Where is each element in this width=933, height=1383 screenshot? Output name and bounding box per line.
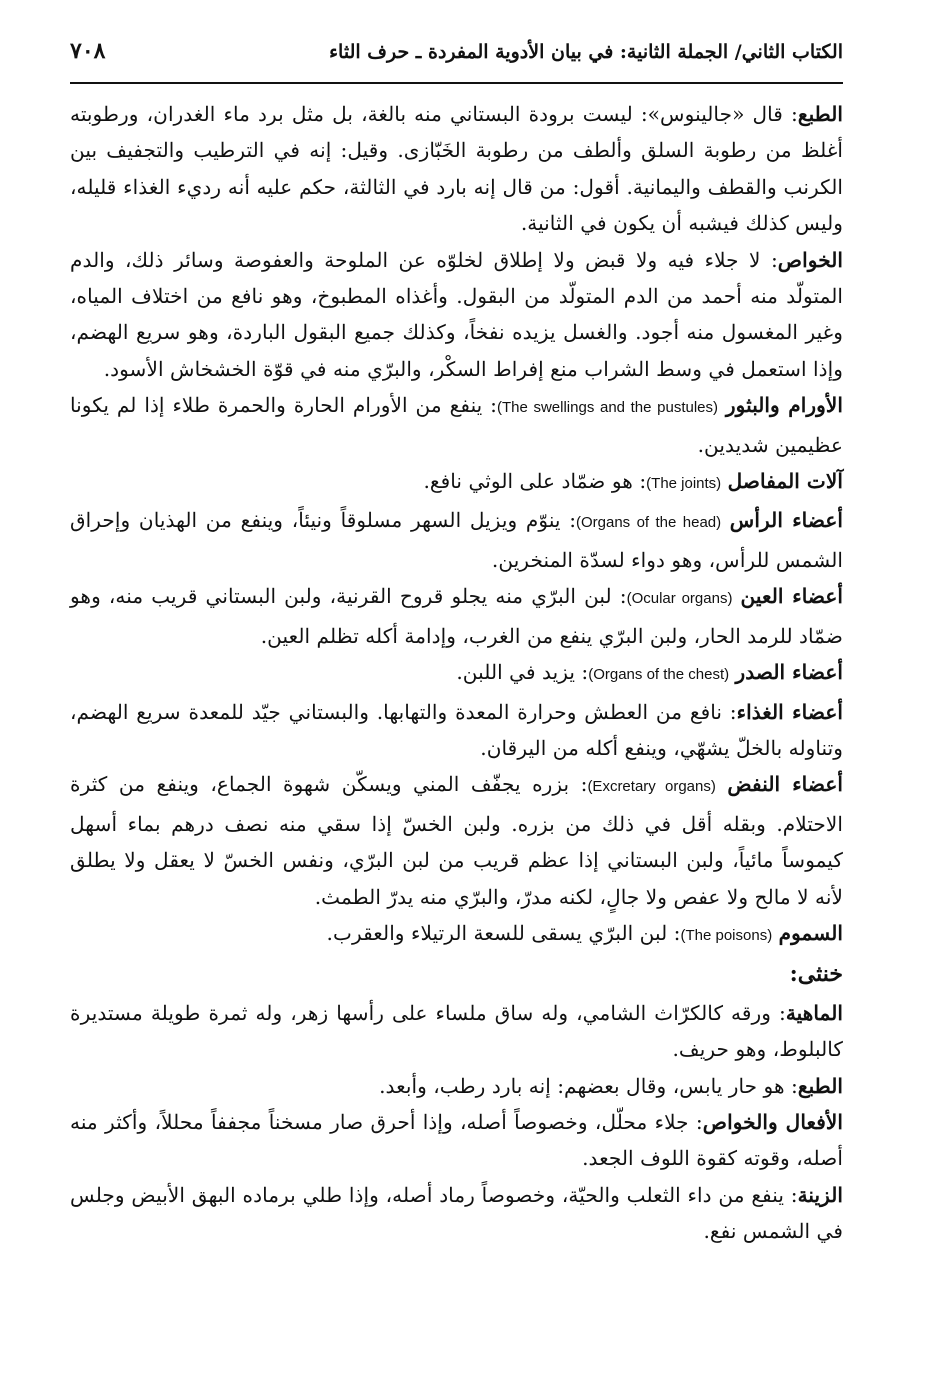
- entry-english-gloss: (The poisons): [680, 926, 773, 944]
- entry-paragraph: [70, 915, 843, 954]
- entry-text: : ورقه كالكرّاث الشامي، وله ساق ملساء على رأسها زهر، وله ثمرة طويلة مستديرة كالبلوط، وهو حريف.: [70, 1000, 843, 1062]
- entry-term: الخواص: [777, 247, 843, 272]
- entry-term: الطبع: [797, 102, 843, 126]
- entry-paragraph: [70, 766, 843, 915]
- entries-list: [70, 96, 843, 954]
- entry-term: آلات المفاصل: [727, 469, 843, 494]
- entry-paragraph: [70, 502, 843, 578]
- entry-text: : هو ضمّاد على الوثي نافع.: [423, 469, 647, 494]
- entry-text: : ينفع من الأورام الحارة والحمرة طلاء إذا لم يكونا عظيمين شديدين.: [70, 393, 843, 457]
- entry-text: : لا جلاء فيه ولا قبض ولا إطلاق لخلوّه عن الملوحة والعفوصة وسائر ذلك، والدم المتولّد منه أحمد من الدم المتولّد من البقول. وأغذاه المطبوخ، وهو نافع من اختلاف المياه، وغير المغسول منه أجود. والغسل يزيده نفخاً، وكذلك جميع البقول الباردة، وهو سريع الهضم، وإذا استعمل في وسط الشراب منع إفراط السكْر، والبرّي منه في قوّة الخشخاش الأسود.: [70, 247, 843, 381]
- entry-text: : ينفع من داء الثعلب والحيّة، وخصوصاً رماد أصله، وإذا طلي برماده البهق الأبيض وجلس في الشمس نفع.: [70, 1182, 843, 1244]
- page-content: [70, 96, 843, 1250]
- entry-text: : قال «جالينوس»: ليست برودة البستاني منه بالغة، بل مثل برد ماء الغدران، ورطوبته أغلظ من رطوبة السلق وألطف من رطوبة الخَبّازى. وقيل: إنه في الترطيب والتجفيف بين الكرنب والقطف واليمانية. أقول: من قال إنه بارد في الثالثة، حكم عليه أنه رديء الغذاء قليله، وليس كذلك فيشبه أن يكون في الثانية.: [70, 102, 843, 236]
- entry-english-gloss: (The joints): [646, 475, 722, 493]
- entry-paragraph: [70, 578, 843, 654]
- entry-text: : ينوّم ويزيل السهر مسلوقاً ونيئاً، وينفع من الهذيان وإحراق الشمس للرأس، وهو دواء لسدّة المنخرين.: [70, 508, 843, 572]
- entry-paragraph: [70, 654, 843, 693]
- entry-english-gloss: (The swellings and the pustules): [496, 399, 719, 417]
- entry-english-gloss: (Organs of the chest): [588, 666, 730, 684]
- entry-text: : نافع من العطش وحرارة المعدة والتهابها. والبستاني جيّد للمعدة سريع الهضم، وتناوله بالخلّ يشهّي، وينفع أكله من اليرقان.: [70, 699, 843, 760]
- section-heading: خنثى:: [789, 961, 843, 988]
- entry-term: الأفعال والخواص: [702, 1109, 843, 1134]
- entry-term: الطبع: [797, 1073, 843, 1098]
- entry-term: أعضاء الرأس: [729, 508, 843, 533]
- entry-text: : لبن البرّي منه يجلو قروح القرنية، ولبن البستاني قريب منه، وهو ضمّاد للرمد الحار، ولبن البرّي ينفع من الغرب، وإدامة أكله تظلم العين.: [70, 584, 843, 648]
- entry-text: : يزيد في اللبن.: [456, 660, 589, 685]
- entry-paragraph: [70, 96, 843, 242]
- running-title: الكتاب الثاني/ الجملة الثانية: في بيان الأدوية المفردة ـ حرف الثاء: [329, 41, 843, 63]
- entry-text: : هو حار يابس، وقال بعضهم: إنه بارد رطب، وأبعد.: [379, 1073, 798, 1098]
- entry-english-gloss: (Excretary organs): [587, 778, 716, 796]
- entry-text: : لبن البرّي يسقى للسعة الرتيلاء والعقرب.: [326, 920, 681, 945]
- entry-term: أعضاء الصدر: [735, 660, 843, 685]
- entry-paragraph: [70, 1068, 843, 1104]
- entry-term: السموم: [778, 920, 843, 945]
- entry-term: الأورام والبثور: [725, 393, 844, 418]
- entry-paragraph: [70, 242, 843, 388]
- entry-text: : بزره يجفّف المني ويسكّن شهوة الجماع، وينفع من كثرة الاحتلام. وبقله أقل في ذلك من بزره. ولبن الخسّ إذا سقي منه نصف درهم بماء أسهل كيموساً مائياً، ولبن البستاني إذا عظم قريب من لبن البرّي، ونفس الخسّ لا يعقل ولا يطلق لأنه لا مالح ولا عفص ولا جالٍ، لكنه مدرّ، والبرّي منه يدرّ الطمث.: [70, 772, 843, 909]
- page-header: [70, 38, 843, 84]
- entry-paragraph: [70, 387, 843, 463]
- entry-paragraph: [70, 995, 843, 1068]
- entry-paragraph: [70, 694, 843, 767]
- entry-term: الزينة: [797, 1182, 843, 1207]
- entry-term: أعضاء الغذاء: [736, 699, 843, 724]
- entry-paragraph: [70, 1177, 843, 1250]
- page-number: ٧٠٨: [70, 38, 106, 64]
- entry-term: أعضاء النفض: [727, 772, 843, 797]
- entry-paragraph: [70, 463, 843, 502]
- entry-text: : جلاء محلّل، وخصوصاً أصله، وإذا أحرق صار مسخناً مجففاً محللاً، وأكثر منه أصله، وقوته كقوة اللوف الجعد.: [70, 1109, 843, 1171]
- entries-list-2: [70, 995, 843, 1250]
- entry-paragraph: [70, 1104, 843, 1177]
- entry-english-gloss: (Organs of the head): [576, 514, 722, 532]
- entry-term: الماهية: [785, 1000, 843, 1025]
- entry-english-gloss: (Ocular organs): [626, 590, 733, 608]
- entry-term: أعضاء العين: [740, 584, 844, 609]
